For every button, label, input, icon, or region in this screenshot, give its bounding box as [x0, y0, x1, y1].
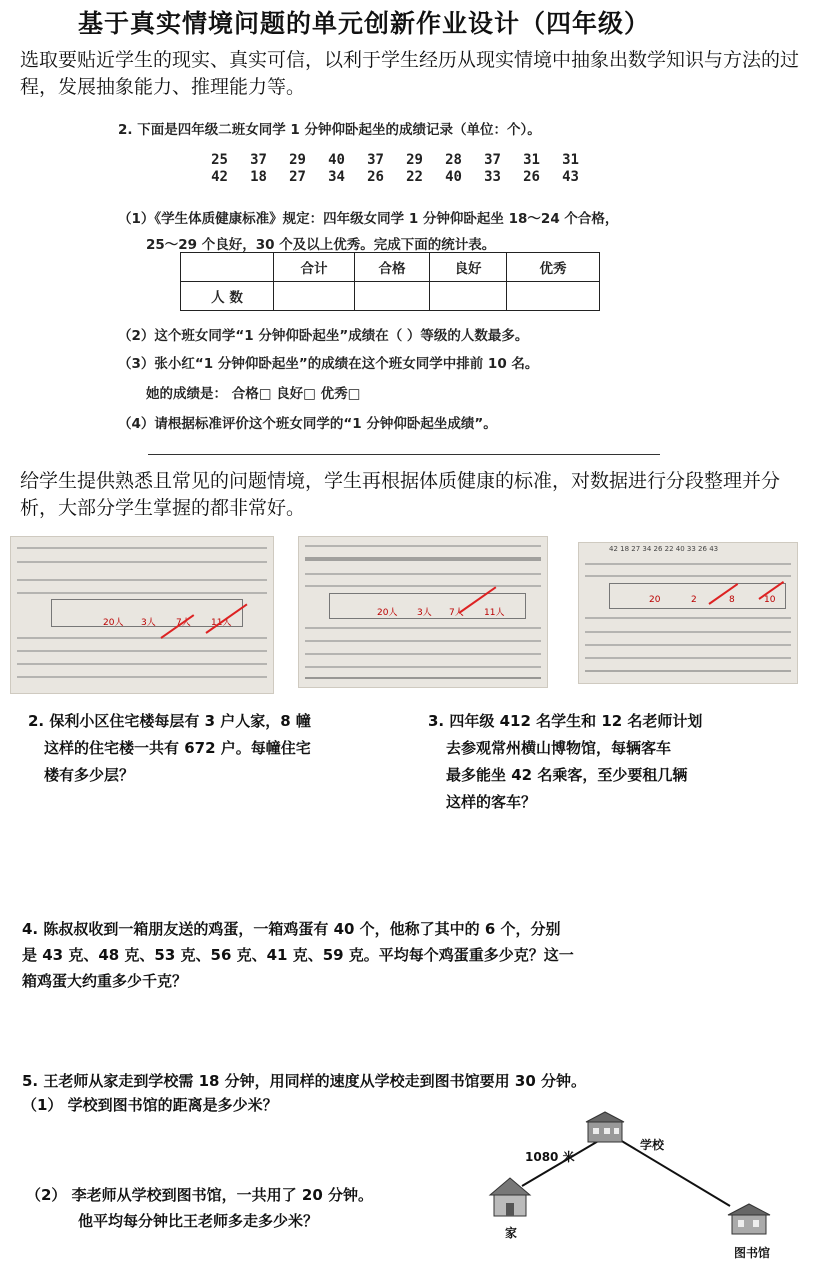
- q2-part1-line2: 25～29 个良好，30 个及以上优秀。完成下面的统计表。: [146, 237, 496, 253]
- data-value: 27: [289, 169, 306, 185]
- q2-data-row-2: [200, 169, 590, 185]
- statistics-table: [180, 252, 600, 311]
- data-value: 37: [484, 152, 501, 168]
- data-value: 33: [484, 169, 501, 185]
- data-value: 26: [523, 169, 540, 185]
- data-value: 31: [523, 152, 540, 168]
- problem-2: [28, 708, 311, 789]
- middle-paragraph: 给学生提供熟悉且常见的问题情境，学生再根据体质健康的标准，对数据进行分段整理并分析，大部分学生掌握的都非常好。: [20, 470, 781, 519]
- problem-2-line: 这样的住宅楼一共有 672 户。每幢住宅: [44, 739, 311, 757]
- table-header-excellent: 优秀: [507, 253, 600, 282]
- table-header-empty: [181, 253, 274, 282]
- data-value: 43: [562, 169, 579, 185]
- problem-5-sub1: （1） 学校到图书馆的距离是多少米？: [22, 1096, 278, 1114]
- student-work-photo-3: [578, 542, 798, 684]
- table-cell: [274, 282, 355, 311]
- student-work-photo-2: [298, 536, 548, 688]
- problem-2-line: 楼有多少层？: [44, 766, 135, 784]
- photo1-val: 7人: [176, 618, 191, 628]
- table-cell: [355, 282, 430, 311]
- data-value: 37: [367, 152, 384, 168]
- problem-5-sub2a: （2） 李老师从学校到图书馆，一共用了 20 分钟。: [26, 1186, 373, 1204]
- problem-4-line: 箱鸡蛋大约重多少千克？: [22, 972, 188, 990]
- intro-paragraph: 选取要贴近学生的现实、真实可信，以利于学生经历从现实情境中抽象出数学知识与方法的过程，发展抽象能力、推理能力等。: [20, 49, 800, 98]
- table-header-good: 良好: [430, 253, 507, 282]
- photo1-val: 11人: [211, 618, 232, 628]
- q2-heading: 2. 下面是四年级二班女同学 1 分钟仰卧起坐的成绩记录（单位：个）。: [118, 122, 541, 138]
- answer-line: [148, 454, 660, 455]
- q2-problem: [118, 114, 678, 459]
- school-to-library-line: [620, 1140, 730, 1206]
- library-label: 图书馆: [734, 1246, 771, 1260]
- photo1-val: 3人: [141, 618, 156, 628]
- data-value: 34: [328, 169, 345, 185]
- data-value: 22: [406, 169, 423, 185]
- data-value: 28: [445, 152, 462, 168]
- data-value: 37: [250, 152, 267, 168]
- problem-2-line: 2. 保利小区住宅楼每层有 3 户人家，8 幢: [28, 712, 311, 730]
- photo2-val: 20人: [377, 608, 398, 618]
- data-value: 26: [367, 169, 384, 185]
- route-diagram: [480, 1108, 800, 1263]
- q2-data-row-1: [200, 152, 590, 168]
- data-value: 29: [289, 152, 306, 168]
- problem-4-line: 4. 陈叔叔收到一箱朋友送的鸡蛋，一箱鸡蛋有 40 个，他称了其中的 6 个，分别: [22, 920, 561, 938]
- table-header-total: 合计: [274, 253, 355, 282]
- problem-3-line: 去参观常州横山博物馆，每辆客车: [446, 739, 672, 757]
- table-row-label: 人 数: [181, 282, 274, 311]
- table-cell: [507, 282, 600, 311]
- q2-part4: （4）请根据标准评价这个班女同学的“1 分钟仰卧起坐成绩”。: [118, 416, 497, 432]
- q2-part1-line1: （1）《学生体质健康标准》规定：四年级女同学 1 分钟仰卧起坐 18～24 个合格，: [118, 211, 619, 227]
- problem-4: [22, 916, 574, 994]
- page-title: 基于真实情境问题的单元创新作业设计（四年级）: [78, 9, 651, 38]
- data-value: 31: [562, 152, 579, 168]
- photo1-val: 20人: [103, 618, 124, 628]
- photo2-val: 3人: [417, 608, 432, 618]
- problem-3-line: 3. 四年级 412 名学生和 12 名老师计划: [428, 712, 703, 730]
- problem-3-line: 这样的客车？: [446, 793, 537, 811]
- q2-part3: （3）张小红“1 分钟仰卧起坐”的成绩在这个班女同学中排前 10 名。: [118, 356, 539, 372]
- distance-label: 1080 米: [525, 1150, 575, 1164]
- student-work-photo-1: [10, 536, 274, 694]
- problem-5-line1: 5. 王老师从家走到学校需 18 分钟，用同样的速度从学校走到图书馆要用 30 分钟。: [22, 1072, 586, 1090]
- q2-part3-choices: 她的成绩是： 合格□ 良好□ 优秀□: [146, 386, 361, 402]
- home-label: 家: [505, 1226, 518, 1240]
- problem-3-line: 最多能坐 42 名乘客，至少要租几辆: [446, 766, 688, 784]
- data-value: 25: [211, 152, 228, 168]
- data-value: 40: [328, 152, 345, 168]
- photo3-val: 20: [649, 595, 661, 605]
- q2-part2: （2）这个班女同学“1 分钟仰卧起坐”成绩在（ ）等级的人数最多。: [118, 328, 529, 344]
- data-value: 29: [406, 152, 423, 168]
- photo3-val: 8: [729, 595, 735, 605]
- data-value: 40: [445, 169, 462, 185]
- photo3-val: 2: [691, 595, 697, 605]
- table-cell: [430, 282, 507, 311]
- photo3-top-row: 42 18 27 34 26 22 40 33 26 43: [609, 545, 719, 553]
- data-value: 42: [211, 169, 228, 185]
- photo2-val: 7人: [449, 608, 464, 618]
- problem-3: [428, 708, 702, 816]
- library-icon: [728, 1204, 770, 1234]
- school-building-icon: [586, 1112, 624, 1142]
- problem-5-sub2b: 他平均每分钟比王老师多走多少米？: [78, 1212, 319, 1230]
- problem-4-line: 是 43 克、48 克、53 克、56 克、41 克、59 克。平均每个鸡蛋重多少克？这一: [22, 946, 574, 964]
- data-value: 18: [250, 169, 267, 185]
- photo2-val: 11人: [484, 608, 505, 618]
- photo3-val: 10: [764, 595, 776, 605]
- table-header-pass: 合格: [355, 253, 430, 282]
- school-label: 学校: [640, 1138, 665, 1152]
